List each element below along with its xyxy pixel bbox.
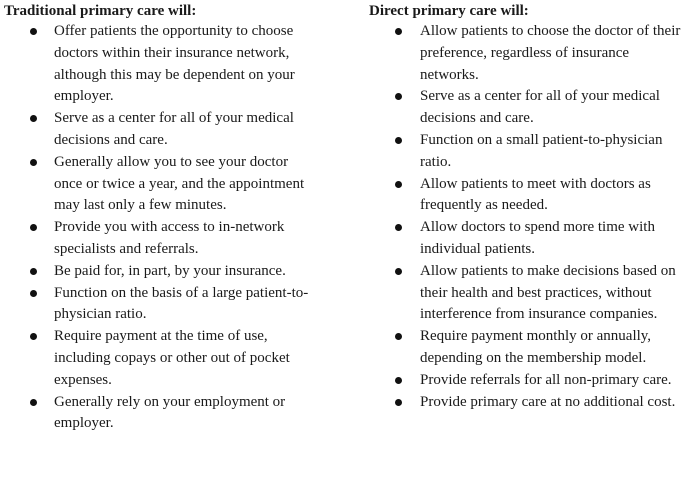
bullet-icon [395, 377, 402, 384]
list-item: Allow patients to choose the doctor of their preference, regardless of insurance networks. [369, 21, 682, 86]
direct-care-column [369, 0, 689, 413]
bullet-icon [30, 290, 37, 297]
bullet-icon [30, 268, 37, 275]
list-item: Function on a small patient-to-physician ratio. [369, 130, 682, 174]
traditional-care-list [4, 21, 344, 435]
bullet-icon [395, 399, 402, 406]
list-item: Allow doctors to spend more time with individual patients. [369, 217, 682, 261]
bullet-icon [395, 224, 402, 231]
list-item: Provide primary care at no additional cost. [369, 392, 682, 414]
list-item: Serve as a center for all of your medical decisions and care. [4, 108, 316, 152]
list-item: Provide referrals for all non-primary care. [369, 370, 682, 392]
list-item: Require payment monthly or annually, depending on the membership model. [369, 326, 682, 370]
traditional-care-column [4, 0, 344, 435]
bullet-icon [30, 224, 37, 231]
list-item: Generally allow you to see your doctor once or twice a year, and the appointment may last only a few minutes. [4, 152, 316, 217]
list-item: Offer patients the opportunity to choose doctors within their insurance network, although this may be dependent on your employer. [4, 21, 316, 108]
direct-care-list [369, 21, 689, 413]
list-item: Function on the basis of a large patient-to-physician ratio. [4, 283, 316, 327]
list-item: Generally rely on your employment or employer. [4, 392, 316, 436]
list-item: Allow patients to make decisions based on their health and best practices, without interference from insurance companies. [369, 261, 682, 326]
list-item: Serve as a center for all of your medical decisions and care. [369, 86, 682, 130]
list-item: Require payment at the time of use, including copays or other out of pocket expenses. [4, 326, 316, 391]
bullet-icon [30, 333, 37, 340]
bullet-icon [395, 28, 402, 35]
traditional-care-heading: Traditional primary care will: [4, 3, 197, 19]
bullet-icon [30, 28, 37, 35]
list-item: Be paid for, in part, by your insurance. [4, 261, 316, 283]
list-item: Allow patients to meet with doctors as frequently as needed. [369, 174, 682, 218]
bullet-icon [30, 399, 37, 406]
direct-care-heading: Direct primary care will: [369, 3, 529, 19]
bullet-icon [395, 137, 402, 144]
bullet-icon [395, 93, 402, 100]
bullet-icon [395, 181, 402, 188]
list-item: Provide you with access to in-network specialists and referrals. [4, 217, 316, 261]
bullet-icon [395, 268, 402, 275]
bullet-icon [30, 159, 37, 166]
bullet-icon [30, 115, 37, 122]
bullet-icon [395, 333, 402, 340]
